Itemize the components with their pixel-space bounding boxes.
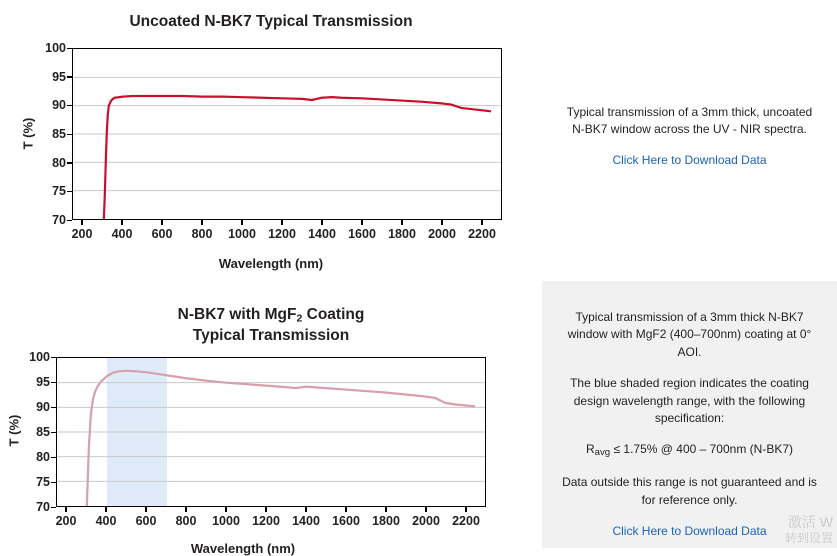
y-tick-label: 85 xyxy=(52,127,66,141)
x-tick-mark xyxy=(361,220,362,225)
top-download-link[interactable]: Click Here to Download Data xyxy=(612,152,767,167)
y-tick-mark xyxy=(67,220,72,221)
y-tick-mark xyxy=(51,382,56,383)
watermark-line-1: 激活 W xyxy=(787,513,833,530)
x-tick-label: 800 xyxy=(191,227,213,241)
x-tick-mark xyxy=(465,507,466,512)
y-tick-label: 70 xyxy=(52,213,66,227)
chart-top-series-path xyxy=(73,49,501,219)
y-tick-label: 80 xyxy=(36,450,50,464)
chart-top-title: Uncoated N-BK7 Typical Transmission xyxy=(129,13,413,30)
x-tick-label: 2000 xyxy=(428,227,456,241)
x-tick-mark xyxy=(145,507,146,512)
chart-top-plot-wrap xyxy=(0,40,542,280)
y-tick-mark xyxy=(67,48,72,49)
chart-bottom-title-line2: Typical Transmission xyxy=(192,326,350,344)
chart-top xyxy=(0,0,542,281)
y-tick-label: 80 xyxy=(52,155,66,170)
x-tick-label: 400 xyxy=(111,227,133,241)
y-tick-mark xyxy=(51,482,56,483)
title-pre: N-BK7 with MgF xyxy=(177,306,297,323)
x-tick-label: 2200 xyxy=(468,227,496,241)
y-tick-mark xyxy=(67,134,72,135)
x-tick-mark xyxy=(305,507,306,512)
x-tick-mark xyxy=(185,507,186,512)
chart-bottom-title xyxy=(0,305,542,345)
x-tick-mark xyxy=(441,220,442,225)
x-tick-label: 200 xyxy=(71,227,93,241)
x-tick-mark xyxy=(201,220,202,225)
x-tick-mark xyxy=(265,507,266,512)
chart-bottom-y-label: T (%) xyxy=(6,414,22,447)
y-tick-label: 90 xyxy=(36,400,50,414)
y-tick-label: 95 xyxy=(52,69,66,84)
x-tick-label: 1600 xyxy=(332,514,360,528)
x-tick-label: 1000 xyxy=(212,514,240,528)
x-tick-mark xyxy=(121,220,122,225)
y-tick-mark xyxy=(51,407,56,408)
y-tick-mark xyxy=(67,76,72,77)
x-tick-label: 400 xyxy=(95,514,117,528)
y-tick-label: 75 xyxy=(52,184,66,199)
panel-bottom xyxy=(0,281,837,556)
x-tick-mark xyxy=(481,220,482,225)
bottom-description-1: Typical transmission of a 3mm thick N-BK7 window with MgF2 (400–700nm) coating at 0° AOI. xyxy=(567,310,812,359)
sidebar-bottom xyxy=(542,281,837,548)
x-tick-mark xyxy=(65,507,66,512)
y-tick-label: 100 xyxy=(29,350,50,364)
x-tick-mark xyxy=(321,220,322,225)
x-tick-mark xyxy=(385,507,386,512)
chart-bottom xyxy=(0,281,542,556)
watermark-line-2: 转到设置 xyxy=(784,531,833,545)
x-tick-label: 2000 xyxy=(412,514,440,528)
bottom-description-3: Data outside this range is not guaranteed and is for reference only. xyxy=(562,475,817,507)
bottom-description-2: The blue shaded region indicates the coating design wavelength range, with the following specification: xyxy=(570,376,809,425)
x-tick-label: 2200 xyxy=(452,514,480,528)
y-tick-mark xyxy=(51,432,56,433)
y-tick-label: 85 xyxy=(36,425,50,439)
y-tick-mark xyxy=(51,357,56,358)
x-tick-label: 1600 xyxy=(348,227,376,241)
x-tick-mark xyxy=(281,220,282,225)
x-tick-label: 600 xyxy=(151,227,173,241)
title-sub: 2 xyxy=(296,312,303,325)
x-tick-label: 600 xyxy=(135,514,157,528)
y-tick-label: 75 xyxy=(36,475,50,489)
x-tick-label: 1200 xyxy=(268,227,296,241)
bottom-spec xyxy=(556,441,823,460)
chart-bottom-plot xyxy=(56,357,486,507)
x-tick-mark xyxy=(105,507,106,512)
spec-sub: avg xyxy=(594,447,611,459)
x-tick-label: 800 xyxy=(175,514,197,528)
chart-top-y-label: T (%) xyxy=(20,117,36,150)
spec-post: ≤ 1.75% @ 400 – 700nm (N-BK7) xyxy=(610,442,793,457)
chart-bottom-plot-wrap xyxy=(0,349,542,556)
y-tick-mark xyxy=(67,105,72,106)
x-tick-label: 1400 xyxy=(292,514,320,528)
y-tick-label: 90 xyxy=(52,98,66,113)
x-tick-mark xyxy=(345,507,346,512)
top-description: Typical transmission of a 3mm thick, uncoated N-BK7 window across the UV - NIR spectra. xyxy=(566,105,813,137)
x-tick-label: 200 xyxy=(55,514,77,528)
x-tick-label: 1000 xyxy=(228,227,256,241)
y-tick-label: 70 xyxy=(36,500,50,514)
sidebar-top xyxy=(542,0,837,281)
y-tick-label: 100 xyxy=(45,41,66,55)
chart-bottom-title-line1 xyxy=(178,306,365,323)
x-tick-label: 1800 xyxy=(372,514,400,528)
x-tick-mark xyxy=(81,220,82,225)
chart-top-x-label: Wavelength (nm) xyxy=(218,256,324,271)
chart-bottom-series-path xyxy=(57,358,485,506)
title-post: Coating xyxy=(302,306,365,323)
y-tick-mark xyxy=(67,162,72,163)
chart-bottom-x-label: Wavelength (nm) xyxy=(190,541,296,556)
y-tick-label: 95 xyxy=(36,375,50,389)
x-tick-label: 1400 xyxy=(308,227,336,241)
x-tick-mark xyxy=(225,507,226,512)
x-tick-label: 1800 xyxy=(388,227,416,241)
x-tick-mark xyxy=(401,220,402,225)
x-tick-label: 1200 xyxy=(252,514,280,528)
spec-pre: R xyxy=(586,442,595,457)
x-tick-mark xyxy=(241,220,242,225)
chart-top-plot xyxy=(72,48,502,220)
x-tick-mark xyxy=(425,507,426,512)
y-tick-mark xyxy=(67,191,72,192)
y-tick-mark xyxy=(51,507,56,508)
bottom-download-link[interactable]: Click Here to Download Data xyxy=(612,523,767,538)
x-tick-mark xyxy=(161,220,162,225)
y-tick-mark xyxy=(51,457,56,458)
